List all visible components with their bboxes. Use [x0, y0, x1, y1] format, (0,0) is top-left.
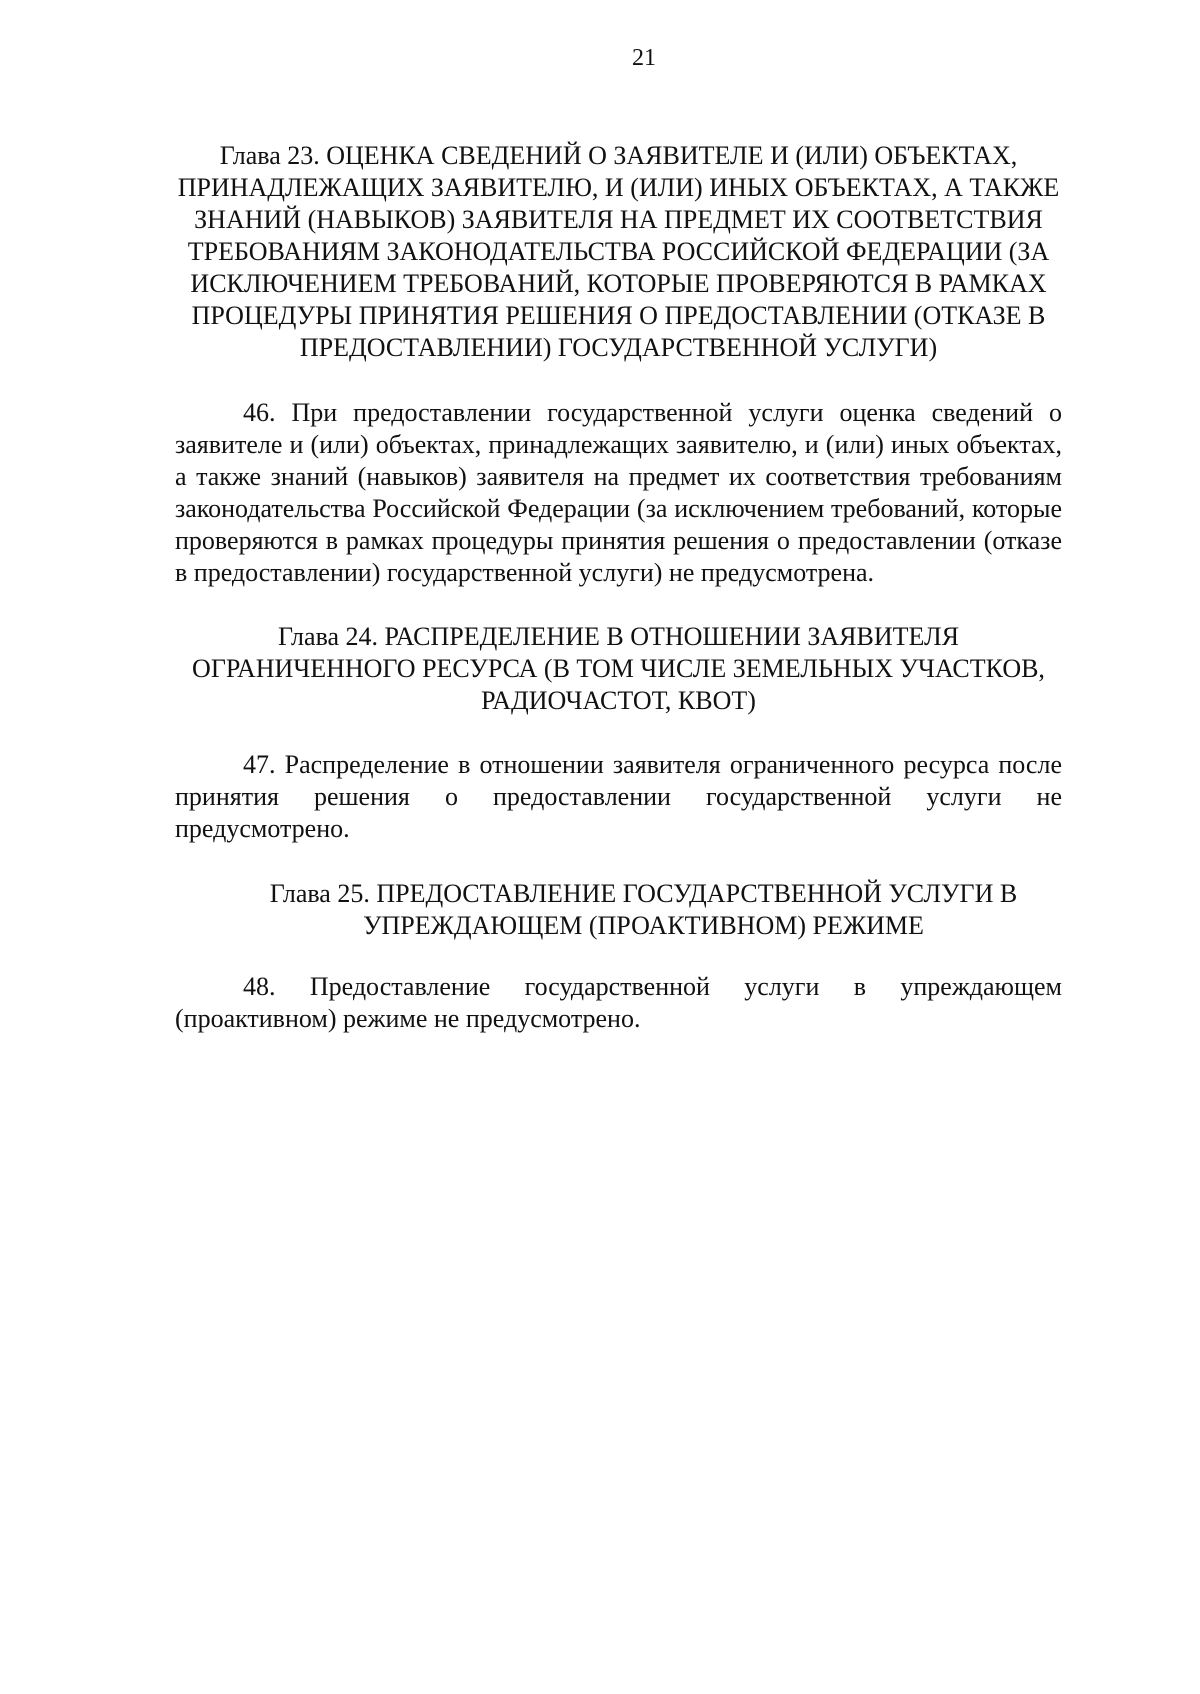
paragraph-48: 48. Предоставление государственной услуги в упреждающем (проактивном) режиме не предусмотрено. — [175, 972, 1062, 1033]
paragraph-47: 47. Распределение в отношении заявителя ограниченного ресурса после принятия решения о предоставлении государственной услуги не предусмотрено. — [175, 750, 1062, 843]
chapter-25-heading — [225, 878, 1062, 942]
heading-line: ПРЕДОСТАВЛЕНИИ) ГОСУДАРСТВЕННОЙ УСЛУГИ) — [299, 333, 938, 362]
chapter-24-heading — [175, 621, 1062, 717]
page-number: 21 — [632, 45, 656, 71]
heading-line: ЗНАНИЙ (НАВЫКОВ) ЗАЯВИТЕЛЯ НА ПРЕДМЕТ ИХ СООТВЕТСТВИЯ — [194, 205, 1043, 234]
heading-line: Глава 24. РАСПРЕДЕЛЕНИЕ В ОТНОШЕНИИ ЗАЯВИТЕЛЯ — [277, 622, 959, 651]
heading-line: РАДИОЧАСТОТ, КВОТ) — [481, 686, 756, 715]
chapter-25 — [175, 878, 1062, 942]
chapter-23 — [175, 140, 1062, 364]
heading-line: УПРЕЖДАЮЩЕМ (ПРОАКТИВНОМ) РЕЖИМЕ — [363, 911, 924, 940]
heading-line: Глава 23. ОЦЕНКА СВЕДЕНИЙ О ЗАЯВИТЕЛЕ И (ИЛИ) ОБЪЕКТАХ, — [219, 141, 1018, 170]
heading-line: ПРОЦЕДУРЫ ПРИНЯТИЯ РЕШЕНИЯ О ПРЕДОСТАВЛЕНИИ (ОТКАЗЕ В — [191, 301, 1046, 330]
heading-line: ТРЕБОВАНИЯМ ЗАКОНОДАТЕЛЬСТВА РОССИЙСКОЙ ФЕДЕРАЦИИ (ЗА — [187, 237, 1050, 266]
paragraph-46: 46. При предоставлении государственной услуги оценка сведений о заявителе и (или) объектах, принадлежащих заявителю, и (или) иных объектах, а также знаний (навыков) заявителя на предмет их соответствия требованиям законодательства Российской Федерации (за исключением требований, которые проверяются в рамках процедуры принятия решения о предоставлении (отказе в предоставлении) государственной услуги) не предусмотрена. — [175, 398, 1062, 587]
chapter-23-heading — [175, 140, 1062, 364]
chapter-24 — [175, 621, 1062, 717]
heading-line: Глава 25. ПРЕДОСТАВЛЕНИЕ ГОСУДАРСТВЕННОЙ УСЛУГИ В — [269, 879, 1018, 908]
heading-line: ИСКЛЮЧЕНИЕМ ТРЕБОВАНИЙ, КОТОРЫЕ ПРОВЕРЯЮТСЯ В РАМКАХ — [190, 269, 1047, 298]
heading-line: ПРИНАДЛЕЖАЩИХ ЗАЯВИТЕЛЮ, И (ИЛИ) ИНЫХ ОБЪЕКТАХ, А ТАКЖЕ — [177, 173, 1060, 202]
heading-line: ОГРАНИЧЕННОГО РЕСУРСА (В ТОМ ЧИСЛЕ ЗЕМЕЛЬНЫХ УЧАСТКОВ, — [192, 654, 1045, 683]
